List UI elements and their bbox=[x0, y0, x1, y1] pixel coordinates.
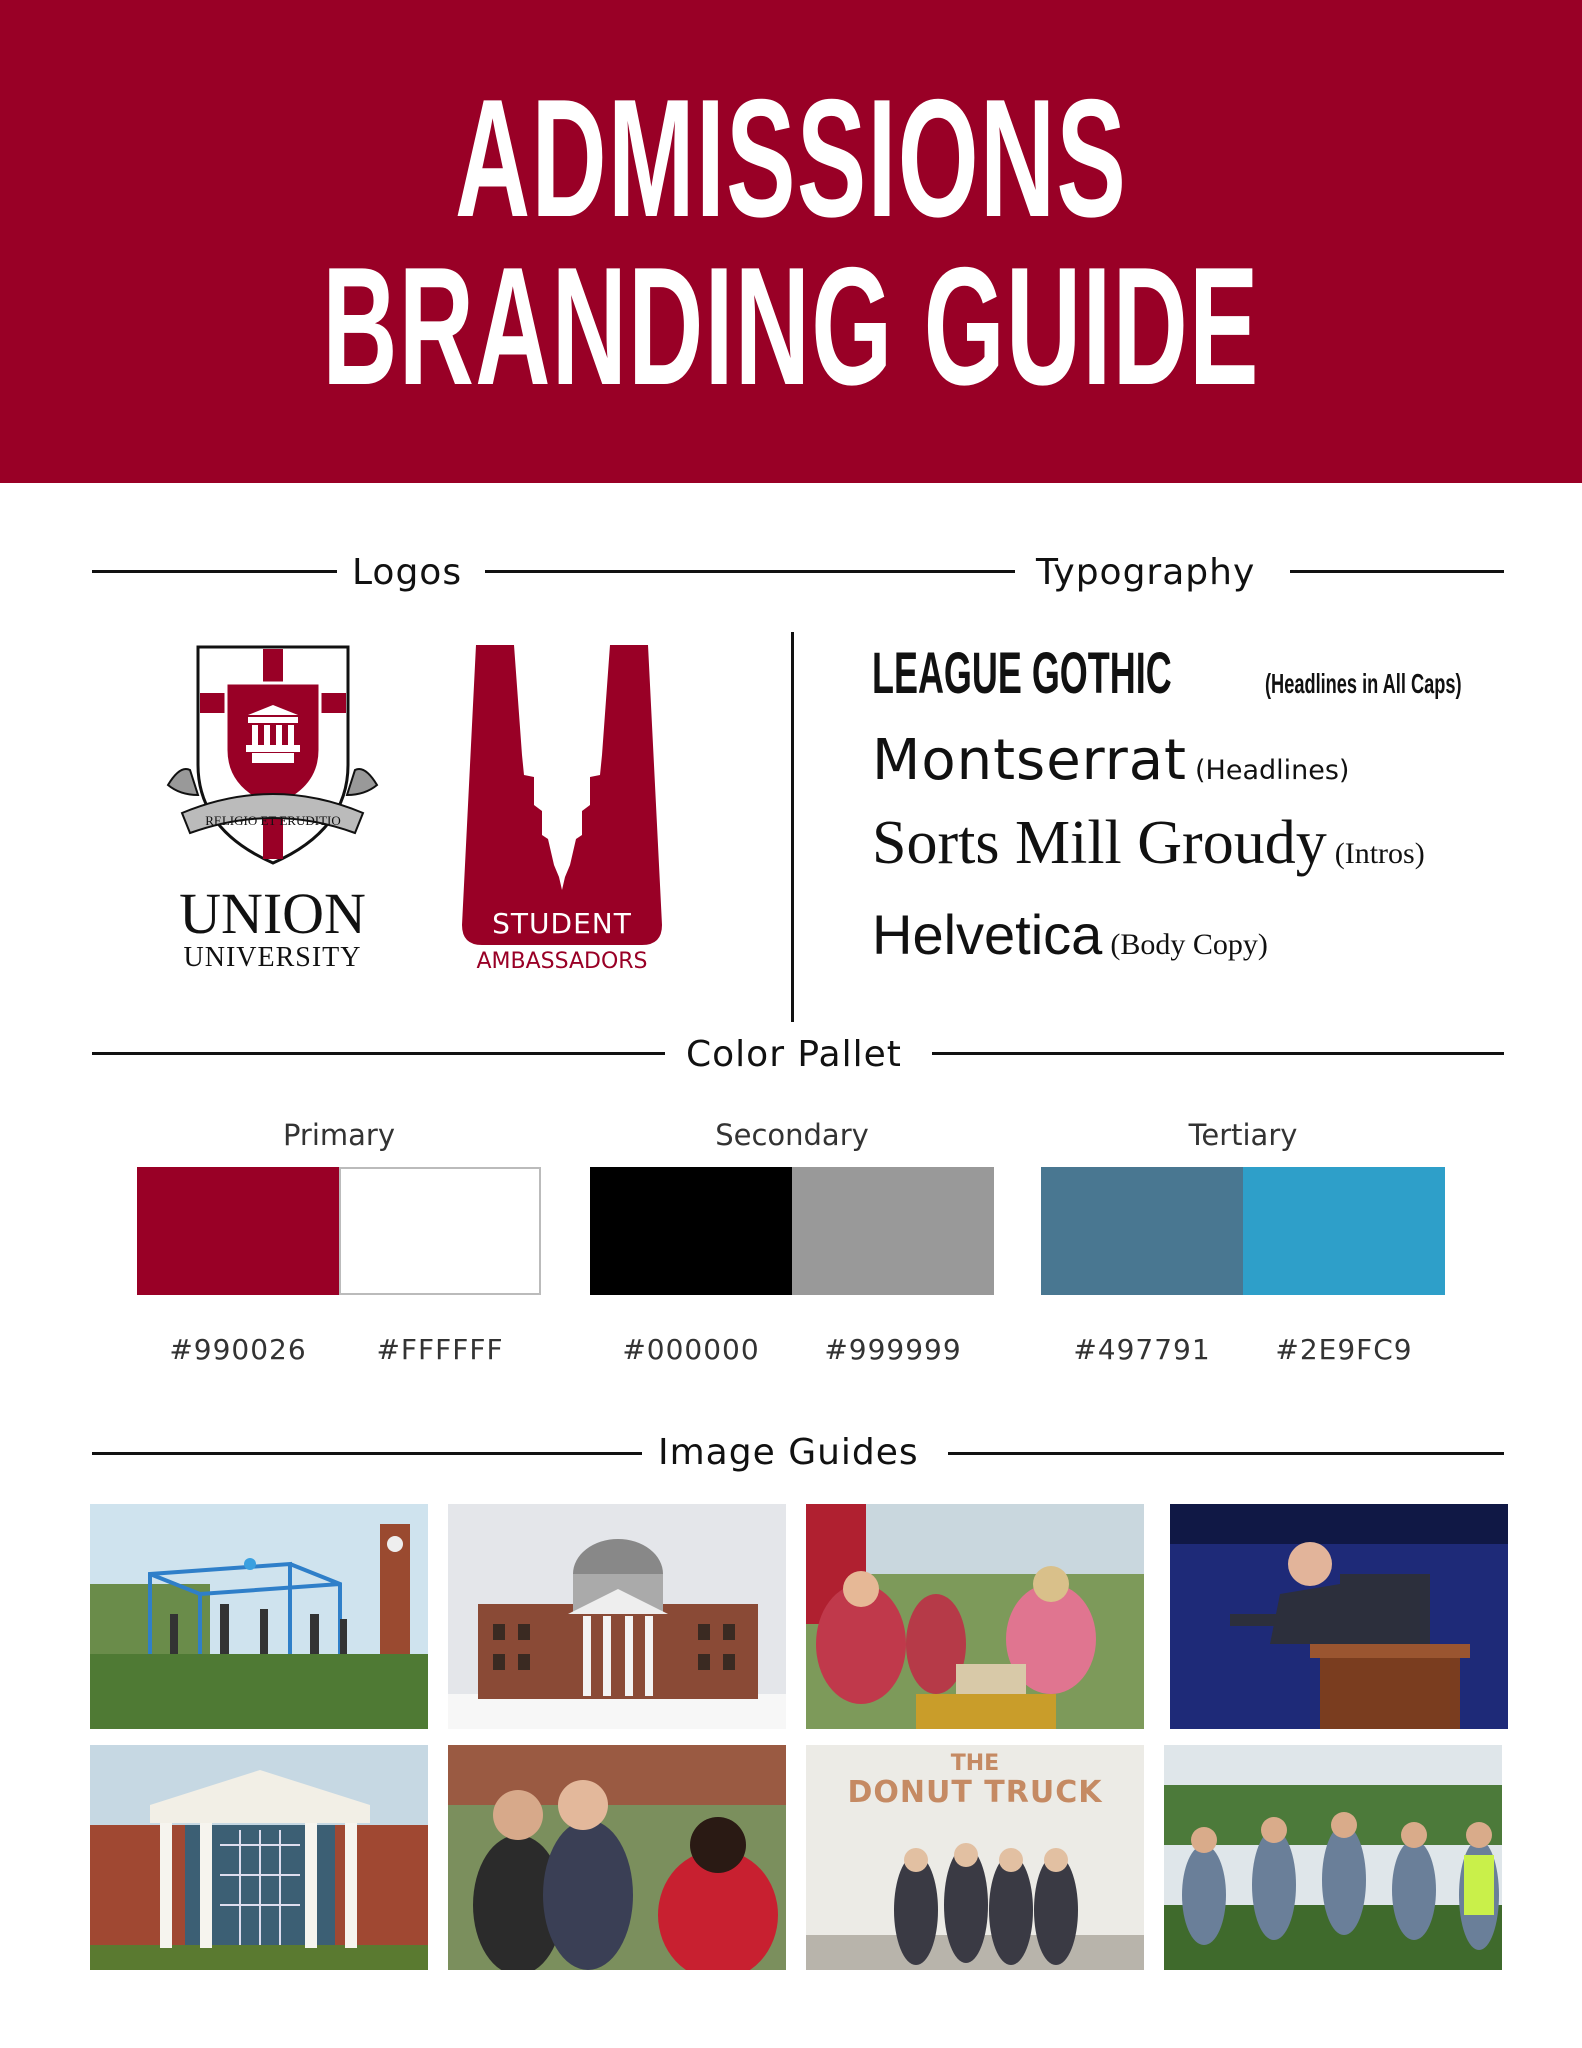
photo-campus-snow bbox=[448, 1504, 786, 1729]
logos-rule-left bbox=[92, 570, 337, 573]
photo-tailgate bbox=[806, 1504, 1144, 1729]
league-gothic-usage: (Headlines in All Caps) bbox=[1265, 668, 1462, 699]
photo-volleyball bbox=[90, 1504, 428, 1729]
hex-tertiary-2: #2E9FC9 bbox=[1275, 1333, 1413, 1366]
swatch-secondary-gray bbox=[792, 1167, 994, 1295]
tertiary-label: Tertiary bbox=[1188, 1118, 1298, 1152]
montserrat-sample: Montserrat bbox=[872, 728, 1187, 793]
swatch-secondary-black bbox=[590, 1167, 792, 1295]
donut-truck-sign-line-1: THE bbox=[950, 1751, 1000, 1776]
image-guides-heading: Image Guides bbox=[658, 1432, 919, 1473]
photo-crowd bbox=[1164, 1745, 1502, 1970]
union-sub: UNIVERSITY bbox=[183, 942, 362, 973]
typography-sorts-mill bbox=[872, 808, 1425, 879]
logos-typography-divider bbox=[791, 632, 794, 1022]
title-line-1: ADMISSIONS bbox=[454, 63, 1128, 252]
donut-truck-sign-line-2: DONUT TRUCK bbox=[847, 1775, 1103, 1810]
primary-label: Primary bbox=[282, 1118, 396, 1152]
swatch-primary-red bbox=[137, 1167, 339, 1295]
hex-tertiary-1: #497791 bbox=[1073, 1333, 1211, 1366]
helvetica-sample: Helvetica bbox=[872, 903, 1103, 966]
hex-primary-1: #990026 bbox=[169, 1333, 307, 1366]
ambassadors-line-1: STUDENT bbox=[492, 907, 632, 940]
typography-helvetica bbox=[872, 902, 1268, 967]
photo-speaker bbox=[1170, 1504, 1508, 1729]
student-ambassadors-logo bbox=[462, 645, 662, 975]
photo-conversation bbox=[448, 1745, 786, 1970]
logos-rule-right bbox=[485, 570, 1015, 573]
typography-heading: Typography bbox=[1036, 552, 1256, 593]
sorts-mill-usage: (Intros) bbox=[1334, 837, 1425, 870]
typography-league-gothic bbox=[872, 640, 1568, 707]
ambassadors-line-2: AMBASSADORS bbox=[476, 949, 648, 974]
helvetica-usage: (Body Copy) bbox=[1110, 928, 1268, 961]
header-banner bbox=[0, 0, 1582, 483]
photo-donut-truck bbox=[806, 1745, 1144, 1970]
secondary-label: Secondary bbox=[715, 1118, 869, 1152]
union-university-logo bbox=[160, 645, 385, 975]
image-rule-right bbox=[948, 1452, 1504, 1455]
league-gothic-sample: LEAGUE GOTHIC bbox=[872, 641, 1172, 706]
logos-heading: Logos bbox=[352, 552, 463, 593]
color-rule-right bbox=[932, 1052, 1504, 1055]
hex-primary-2: #FFFFFF bbox=[376, 1333, 504, 1366]
color-pallet-heading: Color Pallet bbox=[686, 1034, 902, 1075]
typography-rule-right bbox=[1290, 570, 1504, 573]
photo-library bbox=[90, 1745, 428, 1970]
hex-secondary-2: #999999 bbox=[824, 1333, 962, 1366]
swatch-primary-white bbox=[339, 1167, 541, 1295]
hex-secondary-1: #000000 bbox=[622, 1333, 760, 1366]
title-line-2: BRANDING GUIDE bbox=[322, 231, 1260, 420]
swatch-tertiary-blue bbox=[1243, 1167, 1445, 1295]
image-rule-left bbox=[92, 1452, 642, 1455]
svg-text:RELIGIO ET ERUDITIO: RELIGIO ET ERUDITIO bbox=[205, 813, 341, 828]
union-name: UNION bbox=[179, 881, 366, 946]
color-rule-left bbox=[92, 1052, 665, 1055]
swatch-tertiary-slate bbox=[1041, 1167, 1243, 1295]
sorts-mill-sample: Sorts Mill Groudy bbox=[872, 809, 1327, 877]
montserrat-usage: (Headlines) bbox=[1195, 755, 1350, 786]
ambassadors-tower-icon bbox=[462, 645, 662, 945]
typography-montserrat bbox=[872, 728, 1349, 793]
